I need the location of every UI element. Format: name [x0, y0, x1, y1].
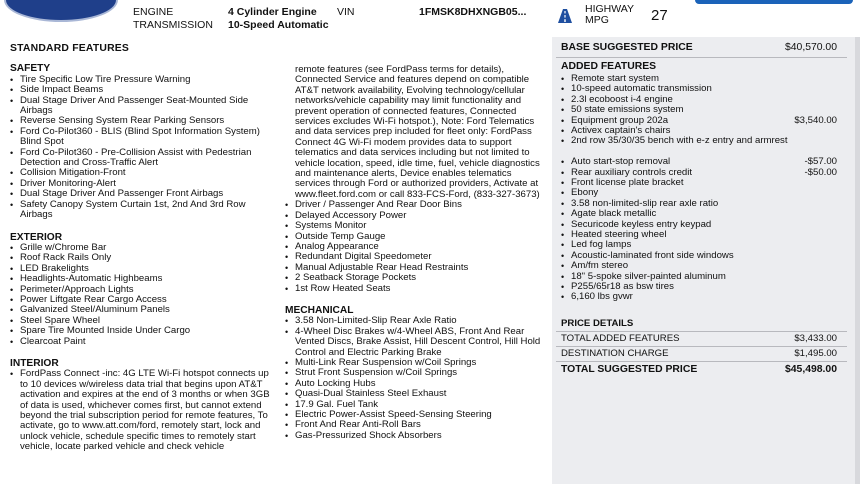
feature-item: • FordPass Connect -inc: 4G LTE Wi-Fi hotspot connects up to 10 devices w/wireless data trial that begins upon AT&T activation and expires at the end of 3 months or when 3GB of data is used, whichever comes first, but cannot extend beyond the trial subscription period for remote features, To activate, go to www.att.com/ford, remotely start, lock and unlock vehicle, schedule specific times to remotely start vehicle, locate parked vehicle and check vehicle	[10, 369, 278, 452]
spacer	[10, 221, 278, 233]
bullet: •	[561, 292, 565, 303]
feature-item: • 3.58 Non-Limited-Slip Rear Axle Ratio	[285, 316, 547, 326]
feature-item: • Outside Temp Gauge	[285, 232, 547, 242]
feature-item: • Strut Front Suspension w/Coil Springs	[285, 368, 547, 378]
standard-features-panel	[0, 37, 552, 484]
bullet: •	[561, 188, 565, 199]
transmission-label: TRANSMISSION	[133, 19, 213, 31]
added-feature-text: Rear auxiliary controls credit	[571, 166, 693, 178]
total-price-value: $45,498.00	[784, 364, 837, 375]
bullet: •	[561, 230, 565, 240]
features-column-2	[285, 37, 547, 441]
added-feature-amount: -$50.00	[804, 166, 837, 178]
safety-list	[10, 75, 278, 221]
total-price-row	[561, 365, 837, 375]
feature-item: • Quasi-Dual Stainless Steel Exhaust	[285, 389, 547, 399]
added-feature-text: Led fog lamps	[571, 239, 632, 251]
added-feature-text: P255/65r18 as bsw tires	[571, 281, 674, 292]
bullet: •	[561, 219, 565, 230]
feature-item: • Auto Locking Hubs	[285, 379, 547, 389]
added-feature-text: Equipment group 202a	[571, 114, 669, 126]
added-feature-text: 10-speed automatic transmission	[571, 83, 712, 95]
added-feature-text: Securicode keyless entry keypad	[571, 218, 712, 230]
added-feature-text: 2nd row 35/30/35 bench with e-z entry and armrest	[571, 135, 788, 147]
destination-label: DESTINATION CHARGE	[561, 348, 669, 359]
added-feature-row	[561, 292, 837, 302]
section-heading-safety: SAFETY	[10, 63, 51, 75]
feature-item: • 2 Seatback Storage Pockets	[285, 273, 547, 283]
feature-item: • Driver Monitoring-Alert	[10, 179, 278, 189]
feature-item: • Perimeter/Approach Lights	[10, 285, 278, 295]
feature-item: • 4-Wheel Disc Brakes w/4-Wheel ABS, Front And Rear Vented Discs, Brake Assist, Hill Descent Control, Hill Hold Control and Electric Parking Brake	[285, 327, 547, 358]
vin-value: 1FMSK8DHXNGB05...	[419, 6, 527, 18]
engine-label: ENGINE	[133, 6, 174, 18]
added-feature-amount: $3,540.00	[794, 114, 837, 126]
bullet: •	[561, 126, 565, 136]
divider	[556, 346, 847, 347]
bullet: •	[561, 198, 565, 209]
bullet: •	[561, 178, 565, 188]
total-added-label: TOTAL ADDED FEATURES	[561, 333, 680, 344]
bullet: •	[561, 271, 565, 282]
bullet: •	[561, 157, 565, 168]
highway-mpg-label	[585, 4, 634, 26]
feature-item: • Electric Power-Assist Speed-Sensing Steering	[285, 410, 547, 420]
features-column-1-body	[10, 64, 278, 452]
added-feature-text: 50 state emissions system	[571, 104, 684, 116]
bullet: •	[561, 250, 565, 261]
section-heading-mechanical: MECHANICAL	[285, 304, 354, 316]
ford-logo	[4, 0, 118, 22]
base-price-label: BASE SUGGESTED PRICE	[561, 42, 693, 53]
feature-item: • Collision Mitigation-Front	[10, 168, 278, 178]
added-feature-text: Heated steering wheel	[571, 229, 667, 240]
highway-mpg-value: 27	[651, 7, 668, 24]
added-feature-amount: -$57.00	[804, 156, 837, 168]
bullet: •	[561, 74, 565, 84]
base-price-value: $40,570.00	[784, 42, 837, 53]
feature-item: • Manual Adjustable Rear Head Restraints	[285, 263, 547, 273]
feature-item: • Clearcoat Paint	[10, 337, 278, 347]
destination-value: $1,495.00	[794, 348, 837, 359]
added-feature-text: Front license plate bracket	[571, 177, 684, 188]
engine-value: 4 Cylinder Engine	[228, 6, 317, 18]
price-details-title: PRICE DETAILS	[561, 318, 634, 329]
feature-item: • Gas-Pressurized Shock Absorbers	[285, 431, 547, 441]
feature-item: • Headlights-Automatic Highbeams	[10, 274, 278, 284]
features-column-1	[10, 37, 278, 453]
divider	[556, 57, 847, 58]
standard-features-title: STANDARD FEATURES	[10, 43, 130, 54]
added-feature-text: 2.3l ecoboost i-4 engine	[571, 93, 673, 105]
divider	[556, 331, 847, 332]
feature-item: • Side Impact Beams	[10, 85, 278, 95]
bullet: •	[561, 115, 565, 126]
total-added-value: $3,433.00	[794, 333, 837, 344]
base-price-row	[561, 43, 837, 53]
feature-item: • Multi-Link Rear Suspension w/Coil Springs	[285, 358, 547, 368]
section-heading-exterior: EXTERIOR	[10, 231, 63, 243]
feature-item: • Grille w/Chrome Bar	[10, 243, 278, 253]
added-feature-row	[561, 178, 837, 188]
feature-item: • Driver / Passenger And Rear Door Bins	[285, 200, 547, 210]
bullet: •	[561, 84, 565, 95]
feature-item: • Tire Specific Low Tire Pressure Warning	[10, 75, 278, 85]
bullet: •	[561, 105, 565, 116]
bullet: •	[561, 240, 565, 251]
vin-label: VIN	[337, 6, 355, 18]
section-heading-interior: INTERIOR	[10, 357, 59, 369]
bullet: •	[561, 261, 565, 272]
total-price-label: TOTAL SUGGESTED PRICE	[561, 364, 698, 375]
feature-item: • Galvanized Steel/Aluminum Panels	[10, 305, 278, 315]
feature-item: • Systems Monitor	[285, 221, 547, 231]
added-features-title: ADDED FEATURES	[561, 61, 657, 72]
scroll-edge	[855, 37, 860, 484]
interior-items-continued	[285, 200, 547, 294]
feature-item: • 1st Row Heated Seats	[285, 284, 547, 294]
added-feature-text: Remote start system	[571, 73, 659, 84]
added-feature-text: Activex captain's chairs	[571, 125, 671, 136]
added-feature-text: Am/fm stereo	[571, 260, 629, 272]
added-feature-text: Agate black metallic	[571, 208, 657, 220]
feature-item: • Spare Tire Mounted Inside Under Cargo	[10, 326, 278, 336]
total-added-row	[561, 334, 837, 344]
feature-item: • Ford Co-Pilot360 - Pre-Collision Assist with Pedestrian Detection and Cross-Traffic Alert	[10, 148, 278, 169]
added-feature-text: 6,160 lbs gvwr	[571, 291, 633, 303]
vehicle-summary-header	[0, 0, 860, 34]
highway-icon	[557, 8, 573, 24]
pricing-panel	[552, 37, 855, 484]
feature-item: • Power Liftgate Rear Cargo Access	[10, 295, 278, 305]
transmission-value: 10-Speed Automatic	[228, 19, 329, 31]
feature-item: • Safety Canopy System Curtain 1st, 2nd And 3rd Row Airbags	[10, 200, 278, 221]
feature-item: • Analog Appearance	[285, 242, 547, 252]
feature-item: • Steel Spare Wheel	[10, 316, 278, 326]
exterior-list	[10, 243, 278, 347]
mechanical-list	[285, 316, 547, 441]
feature-item: • Delayed Accessory Power	[285, 211, 547, 221]
added-feature-text: Ebony	[571, 187, 599, 199]
interior-continuation-text: remote features (see FordPass terms for details), Connected Service and features depend on compatible AT&T network availability, Evolving technology/cellular networks/vehicle capability may limit functionality and prevent operation of connected features, Connected services excludes Wi-Fi hotspot.), Note: Ford Telematics and data services prep included for fleet only: FordPass Connect 4G Wi-Fi modem provides data to support telematics and data services including but not limited to vehicle location, speed, idle time, fuel, vehicle diagnostics and maintenance alerts, Device enables telematics services through Ford or authorized providers, Activate at www.fleet.ford.com or call 833-FCS-Ford, (833-327-3673)	[295, 64, 540, 200]
feature-item: • Ford Co-Pilot360 - BLIS (Blind Spot Information System) Blind Spot	[10, 127, 278, 148]
destination-row	[561, 349, 837, 359]
feature-item: • Roof Rack Rails Only	[10, 253, 278, 263]
bullet: •	[561, 209, 565, 220]
bullet: •	[561, 94, 565, 105]
bullet: •	[561, 136, 565, 147]
divider	[556, 361, 847, 362]
feature-item: • Reverse Sensing System Rear Parking Sensors	[10, 116, 278, 126]
feature-item: • 17.9 Gal. Fuel Tank	[285, 400, 547, 410]
highway-label-line2: MPG	[585, 14, 609, 26]
added-feature-text: 18" 5-spoke silver-painted aluminum	[571, 270, 726, 282]
feature-item: • Redundant Digital Speedometer	[285, 252, 547, 262]
feature-item: • Front And Rear Anti-Roll Bars	[285, 420, 547, 430]
bullet: •	[561, 282, 565, 292]
feature-item: • Dual Stage Driver And Passenger Front Airbags	[10, 189, 278, 199]
added-feature-text: 3.58 non-limited-slip rear axle ratio	[571, 197, 719, 209]
feature-item: • Dual Stage Driver And Passenger Seat-Mounted Side Airbags	[10, 96, 278, 117]
added-feature-text: Acoustic-laminated front side windows	[571, 249, 734, 261]
action-button[interactable]	[695, 0, 853, 4]
bullet: •	[561, 167, 565, 178]
added-feature-row	[561, 136, 837, 146]
highway-label-line1: HIGHWAY	[585, 3, 634, 15]
interior-list	[10, 369, 278, 452]
added-feature-text: Auto start-stop removal	[571, 156, 671, 168]
feature-item: • LED Brakelights	[10, 264, 278, 274]
